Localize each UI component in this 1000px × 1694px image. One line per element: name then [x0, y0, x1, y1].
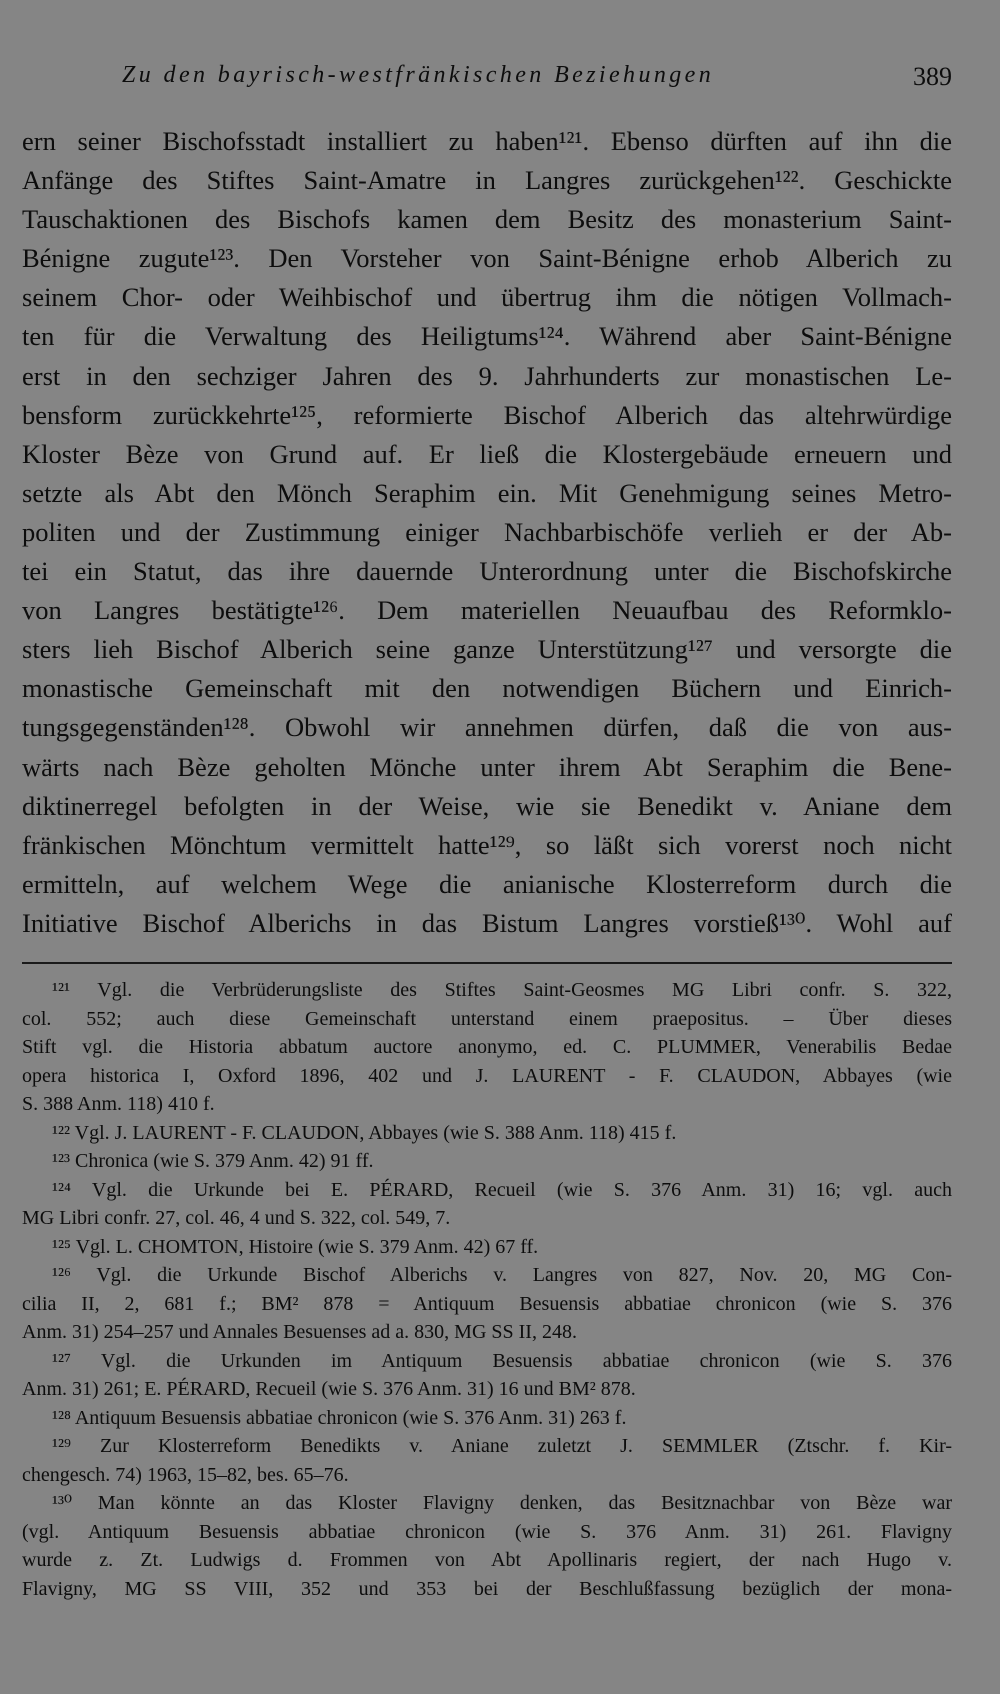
footnote-130: [22, 1489, 952, 1603]
footnote-line: S. 388 Anm. 118) 410 f.: [22, 1093, 215, 1115]
footnote-line: ¹²⁹ Zur Klosterreform Benedikts v. Aniane zuletzt J. SEMMLER (Ztschr. f. Kir-: [52, 1435, 952, 1457]
footnote-129: [22, 1432, 952, 1489]
footnote-line: MG Libri confr. 27, col. 46, 4 und S. 322, col. 549, 7.: [22, 1207, 451, 1229]
body-line: Kloster Bèze von Grund auf. Er ließ die Klostergebäude erneuern und: [22, 438, 952, 469]
footnote-122: [22, 1119, 952, 1148]
running-title: Zu den bayrisch-westfränkischen Beziehungen: [122, 62, 715, 88]
body-line: fränkischen Mönchtum vermittelt hatte¹²⁹, so läßt sich vorerst noch nicht: [22, 829, 952, 860]
footnote-121: [22, 976, 952, 1119]
body-line: Bénigne zugute¹²³. Den Vorsteher von Saint-Bénigne erhob Alberich zu: [22, 243, 952, 274]
body-line: seinem Chor- oder Weihbischof und übertrug ihm die nötigen Vollmach-: [22, 282, 952, 313]
footnote-127: [22, 1347, 952, 1404]
body-line: diktinerregel befolgten in der Weise, wie sie Benedikt v. Aniane dem: [22, 790, 952, 821]
body-line: ermitteln, auf welchem Wege die anianische Klosterreform durch die: [22, 868, 952, 899]
footnote-line: ¹²³ Chronica (wie S. 379 Anm. 42) 91 ff.: [52, 1150, 374, 1172]
body-line: politen und der Zustimmung einiger Nachbarbischöfe verlieh er der Ab-: [22, 516, 952, 547]
footnote-line: ¹²² Vgl. J. LAURENT - F. CLAUDON, Abbayes (wie S. 388 Anm. 118) 415 f.: [52, 1121, 677, 1144]
footnote-line: opera historica I, Oxford 1896, 402 und J. LAURENT - F. CLAUDON, Abbayes (wie: [22, 1064, 952, 1087]
footnote-line: Anm. 31) 261; E. PÉRARD, Recueil (wie S. 376 Anm. 31) 16 und BM² 878.: [22, 1378, 636, 1400]
footnote-line: Flavigny, MG SS VIII, 352 und 353 bei der Beschlußfassung bezüglich der mona-: [22, 1577, 952, 1600]
footnote-123: [22, 1147, 952, 1176]
body-text: [22, 122, 952, 943]
footnote-line: ¹³⁰ Man könnte an das Kloster Flavigny denken, das Besitznachbar von Bèze war: [52, 1492, 952, 1514]
footnote-124: [22, 1176, 952, 1233]
body-line: setzte als Abt den Mönch Seraphim ein. Mit Genehmigung seines Metro-: [22, 477, 952, 508]
footnote-126: [22, 1261, 952, 1347]
footnote-125: [22, 1233, 952, 1262]
footnote-line: chengesch. 74) 1963, 15–82, bes. 65–76.: [22, 1463, 349, 1486]
footnote-line: ¹²⁸ Antiquum Besuensis abbatiae chronicon (wie S. 376 Anm. 31) 263 f.: [52, 1406, 627, 1429]
body-line: monastische Gemeinschaft mit den notwendigen Büchern und Einrich-: [22, 673, 952, 704]
body-line: Tauschaktionen des Bischofs kamen dem Besitz des monasterium Saint-: [22, 204, 952, 235]
footnote-line: wurde z. Zt. Ludwigs d. Frommen von Abt Apollinaris regiert, der nach Hugo v.: [22, 1549, 952, 1571]
footnote-line: Stift vgl. die Historia abbatum auctore anonymo, ed. C. PLUMMER, Venerabilis Bedae: [22, 1036, 952, 1058]
body-line: sters lieh Bischof Alberich seine ganze Unterstützung¹²⁷ und versorgte die: [22, 634, 952, 665]
body-line: ten für die Verwaltung des Heiligtums¹²⁴. Während aber Saint-Bénigne: [22, 321, 952, 352]
body-line: bensform zurückkehrte¹²⁵, reformierte Bischof Alberich das altehrwürdige: [22, 399, 952, 430]
footnote-line: ¹²⁷ Vgl. die Urkunden im Antiquum Besuensis abbatiae chronicon (wie S. 376: [52, 1349, 952, 1372]
footnote-line: ¹²¹ Vgl. die Verbrüderungsliste des Stiftes Saint-Geosmes MG Libri confr. S. 322,: [52, 979, 952, 1001]
footnote-line: ¹²⁴ Vgl. die Urkunde bei E. PÉRARD, Recueil (wie S. 376 Anm. 31) 16; vgl. auch: [52, 1178, 952, 1201]
body-line: Initiative Bischof Alberichs in das Bistum Langres vorstieß¹³⁰. Wohl auf: [22, 907, 952, 938]
footnote-line: ¹²⁶ Vgl. die Urkunde Bischof Alberichs v. Langres von 827, Nov. 20, MG Con-: [52, 1264, 952, 1286]
footnote-128: [22, 1404, 952, 1433]
running-head: [22, 62, 952, 102]
body-line: tei ein Statut, das ihre dauernde Unterordnung unter die Bischofskirche: [22, 556, 952, 587]
footnote-line: (vgl. Antiquum Besuensis abbatiae chronicon (wie S. 376 Anm. 31) 261. Flavigny: [22, 1520, 952, 1543]
body-line: Anfänge des Stiftes Saint-Amatre in Langres zurückgehen¹²². Geschickte: [22, 165, 952, 196]
footnote-line: Anm. 31) 254–257 und Annales Besuenses ad a. 830, MG SS II, 248.: [22, 1321, 577, 1343]
body-line: wärts nach Bèze geholten Mönche unter ihrem Abt Seraphim die Bene-: [22, 751, 952, 782]
footnote-divider: [22, 962, 952, 964]
body-line: erst in den sechziger Jahren des 9. Jahrhunderts zur monastischen Le-: [22, 360, 952, 391]
body-line: tungsgegenständen¹²⁸. Obwohl wir annehmen dürfen, daß die von aus-: [22, 712, 952, 743]
footnote-line: cilia II, 2, 681 f.; BM² 878 = Antiquum Besuensis abbatiae chronicon (wie S. 376: [22, 1292, 952, 1315]
body-line: ern seiner Bischofsstadt installiert zu haben¹²¹. Ebenso dürften auf ihn die: [22, 126, 952, 156]
footnote-line: col. 552; auch diese Gemeinschaft unterstand einem praepositus. – Über dieses: [22, 1007, 952, 1030]
body-line: von Langres bestätigte¹²⁶. Dem materiellen Neuaufbau des Reformklo-: [22, 595, 952, 626]
footnote-line: ¹²⁵ Vgl. L. CHOMTON, Histoire (wie S. 379 Anm. 42) 67 ff.: [52, 1235, 539, 1258]
footnotes: [22, 976, 952, 1603]
page-number: 389: [913, 62, 952, 91]
